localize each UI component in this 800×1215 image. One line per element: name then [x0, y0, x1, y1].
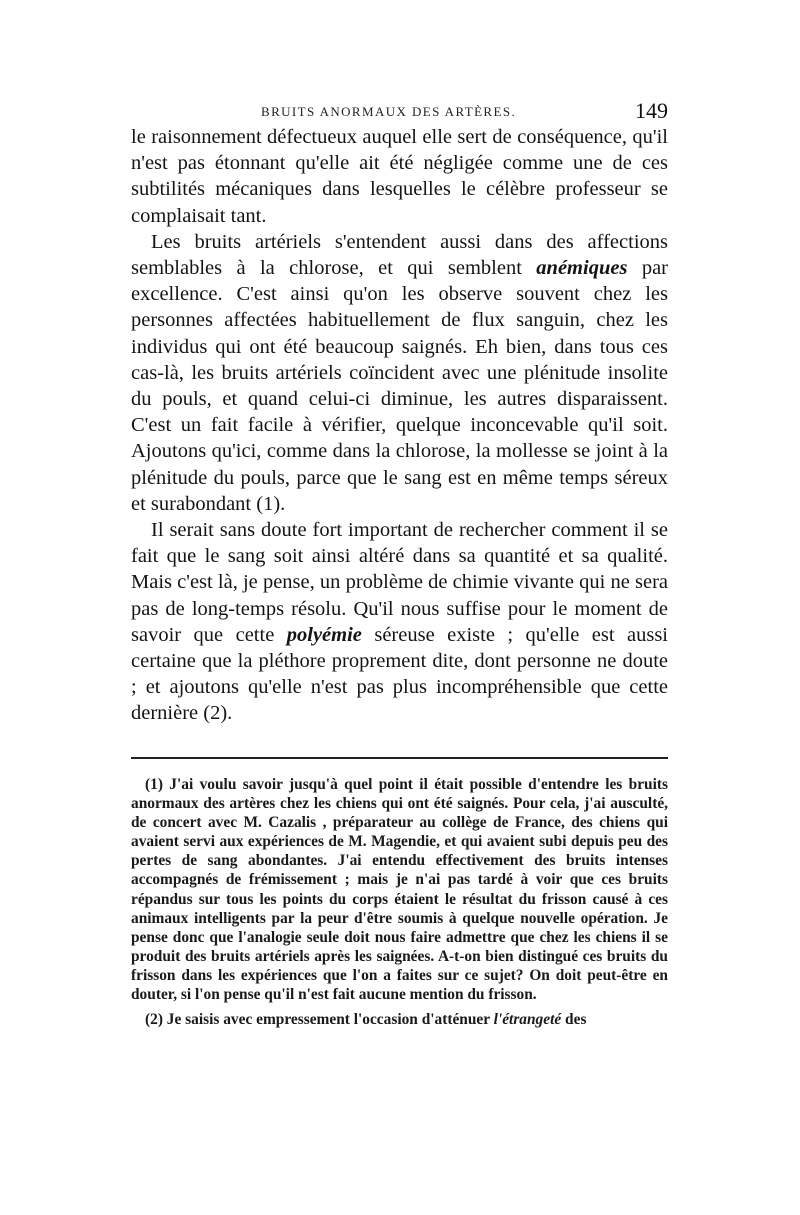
paragraph-2-text-a: Les bruits artériels s'entendent aussi dans des affections semblables à la chlorose, et qui semblent — [131, 230, 668, 280]
footnote-divider — [131, 757, 668, 759]
main-text — [131, 124, 668, 727]
paragraph-3 — [131, 517, 668, 727]
footnotes — [131, 775, 668, 1029]
paragraph-3-text-a: Il serait sans doute fort important de rechercher comment il se fait que le sang soit ainsi altéré dans sa quantité et sa qualité. Mais c'est là, je pense, un problème de chimie vivante qui ne sera pas de long-temps résolu. Qu'il nous suffise pour le moment de savoir que cette — [131, 519, 668, 646]
paragraph-3-text-b: séreuse existe ; qu'elle est aussi certaine que la pléthore proprement dite, dont personne ne doute ; et ajoutons qu'elle n'est pas plus incompréhensible que cette dernière (2). — [131, 623, 668, 725]
footnote-2 — [131, 1010, 668, 1029]
footnote-2-text-b: des — [561, 1011, 587, 1029]
footnote-1: (1) J'ai voulu savoir jusqu'à quel point il était possible d'entendre les bruits anormaux des artères chez les chiens qui ont été saignés. Pour cela, j'ai ausculté, de concert avec M. Cazalis , préparateur au collège de France, des chiens qui avaient servi aux expériences de M. Magendie, et qui avaient subi depuis peu des pertes de sang abondantes. J'ai entendu effectivement des bruits intenses accompagnés de frémissement ; mais je n'ai pas tardé à voir que ces bruits répandus sur tous les points du corps étaient le résultat du frisson causé à ces animaux intelligents par la peur d'être soumis à quelque nouvelle opération. Je pense donc que l'analogie seule doit nous faire admettre que chez les chiens il se produit des bruits artériels après les saignées. A-t-on bien distingué ces bruits du frisson dans les expériences que l'on a faites sur ce sujet? On doit peut-être en douter, si l'on pense qu'il n'est fait aucune mention du frisson. — [131, 776, 668, 1004]
emphasis-etrangete: l'étrangeté — [493, 1011, 562, 1029]
page-header — [131, 100, 668, 126]
running-title: BRUITS ANORMAUX DES ARTÈRES. — [261, 104, 517, 119]
paragraph-1: le raisonnement défectueux auquel elle sert de conséquence, qu'il n'est pas étonnant qu'elle ait été négligée comme une de ces subtilités mécaniques dans lesquelles le célèbre professeur se complaisait tant. — [131, 126, 668, 227]
paragraph-2-text-b: par excellence. C'est ainsi qu'on les observe souvent chez les personnes affectées habituellement de flux sanguin, chez les individus qui ont été beaucoup saignés. Eh bien, dans tous ces cas-là, les bruits artériels coïncident avec une plénitude insolite du pouls, et quand celui-ci diminue, les autres disparaissent. C'est un fait facile à vérifier, quelque inconcevable qu'il soit. Ajoutons qu'ici, comme dans la chlorose, la mollesse se joint à la plénitude du pouls, parce que le sang est en même temps séreux et surabondant (1). — [131, 257, 668, 515]
emphasis-anemiques: anémiques — [536, 257, 628, 280]
emphasis-polyemie: polyémie — [286, 623, 362, 646]
page-number: 149 — [635, 98, 668, 123]
paragraph-2 — [131, 229, 668, 517]
footnote-2-text-a: (2) Je saisis avec empressement l'occasion d'atténuer — [145, 1011, 494, 1029]
